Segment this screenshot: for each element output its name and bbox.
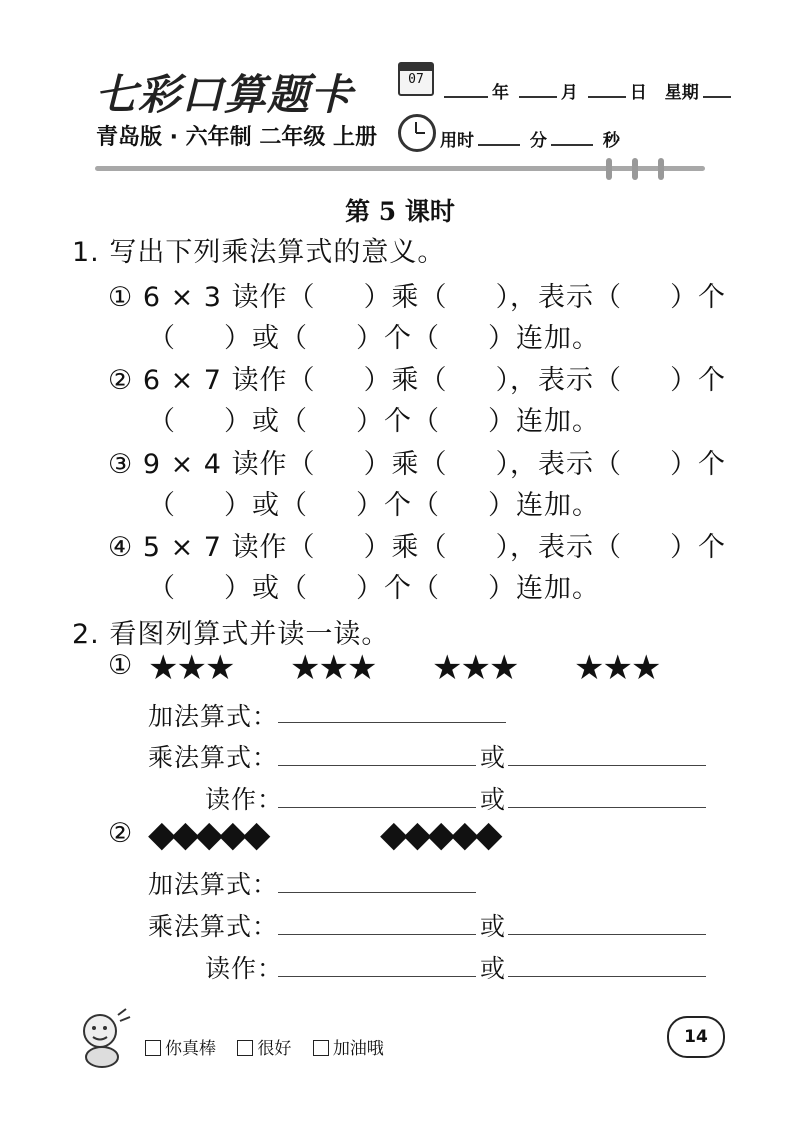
calendar-icon xyxy=(398,62,434,96)
p1-mul-label: 乘法算式： xyxy=(148,743,279,772)
date-day-label: 日 xyxy=(629,83,647,103)
item-expression: 5 × 7 xyxy=(142,532,222,563)
count-label: ）个 xyxy=(670,365,727,396)
times-label: ）乘（ xyxy=(363,365,448,396)
means-label: ），表示（ xyxy=(495,449,623,480)
item-expression: 6 × 3 xyxy=(142,282,222,313)
q1-item-line2 xyxy=(148,566,600,605)
p2-add-label: 加法算式： xyxy=(148,870,279,899)
header-divider xyxy=(95,166,705,171)
time-used-label: 用时 xyxy=(440,131,474,151)
paren-open: （ xyxy=(148,323,176,354)
p2-mul-answer-line-2[interactable] xyxy=(508,934,706,935)
q1-item-line2 xyxy=(148,399,600,438)
star-group: ★★★ xyxy=(148,648,234,688)
p2-add-answer-line[interactable] xyxy=(278,892,476,893)
p1-read-answer-line-2[interactable] xyxy=(508,807,706,808)
diamond-group: ◆◆◆◆◆ xyxy=(148,814,267,855)
read-as-label: 读作（ xyxy=(231,365,316,396)
checkbox-icon[interactable] xyxy=(237,1040,253,1056)
paren-open: （ xyxy=(148,573,176,604)
star-group: ★★★ xyxy=(290,648,376,688)
or-label: ）或（ xyxy=(224,490,308,521)
item-expression: 9 × 4 xyxy=(142,449,222,480)
diamond-group: ◆◆◆◆◆ xyxy=(380,814,499,855)
checkbox-icon[interactable] xyxy=(145,1040,161,1056)
read-as-label: 读作（ xyxy=(231,282,316,313)
star-group: ★★★ xyxy=(574,648,660,688)
date-weekday-label: 星期 xyxy=(664,83,699,103)
brand-logo: 七彩口算题卡 xyxy=(95,70,354,119)
time-fill-row xyxy=(440,126,620,151)
q2-title: 2. 看图列算式并读一读。 xyxy=(72,619,390,650)
times-label: ）乘（ xyxy=(363,532,448,563)
paren-open: （ xyxy=(148,490,176,521)
time-second-label: 秒 xyxy=(602,131,620,151)
date-fill-row xyxy=(440,78,735,103)
p2-mul-answer-line-1[interactable] xyxy=(278,934,476,935)
p1-add-answer-line[interactable] xyxy=(278,722,506,723)
of-label: ）个（ xyxy=(356,323,440,354)
read-as-label: 读作（ xyxy=(231,449,316,480)
p1-mul-or: 或 xyxy=(480,743,507,772)
q1-item-line2 xyxy=(148,483,600,522)
p1-add-label: 加法算式： xyxy=(148,702,279,731)
or-label: ）或（ xyxy=(224,406,308,437)
p2-mul-label: 乘法算式： xyxy=(148,912,279,941)
of-label: ）个（ xyxy=(356,573,440,604)
or-label: ）或（ xyxy=(224,573,308,604)
option-keep-going[interactable]: 加油哦 xyxy=(313,1039,384,1059)
read-as-label: 读作（ xyxy=(231,532,316,563)
item-marker: ① xyxy=(108,282,134,313)
or-label: ）或（ xyxy=(224,323,308,354)
q2-part2-marker: ② xyxy=(108,818,134,849)
calendar-number: 07 xyxy=(408,72,424,87)
p1-read-or: 或 xyxy=(480,785,507,814)
p1-read-label: 读作： xyxy=(205,785,284,814)
q1-item-line1 xyxy=(108,525,726,564)
count-label: ）个 xyxy=(670,282,727,313)
date-month-label: 月 xyxy=(560,83,578,103)
p1-mul-answer-line-1[interactable] xyxy=(278,765,476,766)
clock-icon xyxy=(398,114,436,152)
of-label: ）个（ xyxy=(356,490,440,521)
of-label: ）个（ xyxy=(356,406,440,437)
q1-title: 1. 写出下列乘法算式的意义。 xyxy=(72,237,446,268)
means-label: ），表示（ xyxy=(495,532,623,563)
edition-label: 青岛版 · 六年制 二年级 上册 xyxy=(96,125,377,150)
item-marker: ② xyxy=(108,365,134,396)
option-great[interactable]: 你真棒 xyxy=(145,1039,216,1059)
q1-item-line1 xyxy=(108,442,726,481)
sum-label: ）连加。 xyxy=(488,323,600,354)
checkbox-icon[interactable] xyxy=(313,1040,329,1056)
sum-label: ）连加。 xyxy=(488,406,600,437)
mascot-icon xyxy=(74,1007,136,1069)
item-marker: ④ xyxy=(108,532,134,563)
means-label: ），表示（ xyxy=(495,365,623,396)
sum-label: ）连加。 xyxy=(488,490,600,521)
p2-read-answer-line-2[interactable] xyxy=(508,976,706,977)
paren-open: （ xyxy=(148,406,176,437)
times-label: ）乘（ xyxy=(363,282,448,313)
count-label: ）个 xyxy=(670,532,727,563)
p2-read-answer-line-1[interactable] xyxy=(278,976,476,977)
item-expression: 6 × 7 xyxy=(142,365,222,396)
p2-mul-or: 或 xyxy=(480,912,507,941)
p1-read-answer-line-1[interactable] xyxy=(278,807,476,808)
times-label: ）乘（ xyxy=(363,449,448,480)
lesson-title: 第 5 课时 xyxy=(345,197,455,226)
q1-item-line1 xyxy=(108,358,726,397)
q2-part1-marker: ① xyxy=(108,650,134,681)
item-marker: ③ xyxy=(108,449,134,480)
q1-item-line1 xyxy=(108,275,726,314)
evaluation-options xyxy=(145,1034,384,1059)
means-label: ），表示（ xyxy=(495,282,623,313)
q1-item-line2 xyxy=(148,316,600,355)
time-minute-label: 分 xyxy=(529,131,547,151)
date-year-label: 年 xyxy=(492,83,509,103)
star-group: ★★★ xyxy=(432,648,518,688)
p2-read-label: 读作： xyxy=(205,954,284,983)
sum-label: ）连加。 xyxy=(488,573,600,604)
p1-mul-answer-line-2[interactable] xyxy=(508,765,706,766)
count-label: ）个 xyxy=(670,449,727,480)
page-number: 14 xyxy=(667,1016,725,1058)
p2-read-or: 或 xyxy=(480,954,507,983)
option-good[interactable]: 很好 xyxy=(237,1039,291,1059)
